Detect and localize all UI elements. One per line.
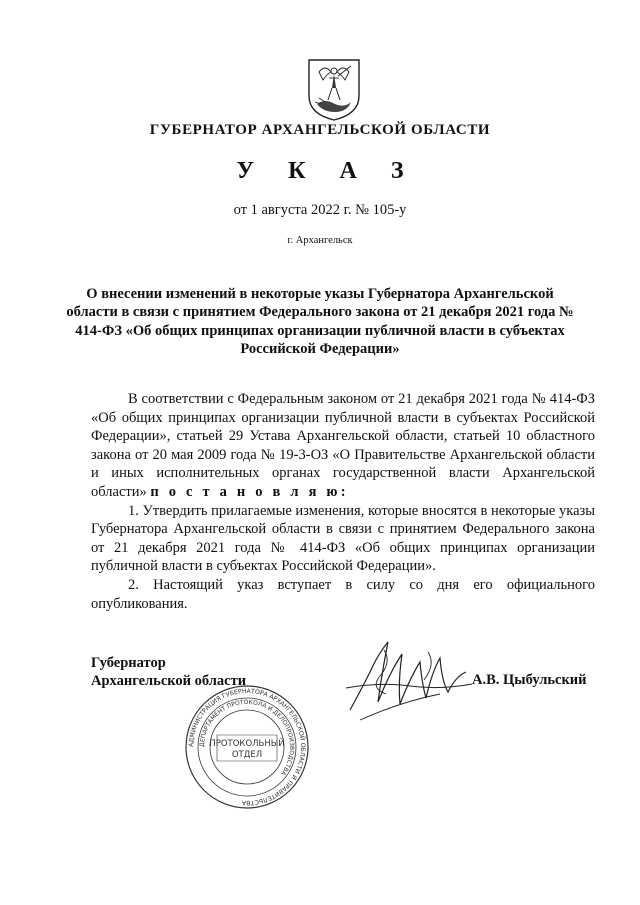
coat-of-arms-emblem: [305, 58, 363, 122]
document-subject: О внесении изменений в некоторые указы Губернатора Архангельской области в связи с принятием Федерального закона от 21 декабря 2021 года № 414-ФЗ «Об общих принципах организации публичной власти в субъектах Российской Федерации»: [66, 286, 574, 357]
signatory-title-line-1: Губернатор: [91, 655, 166, 671]
decree-punctuation: :: [340, 483, 346, 500]
document-type: У К А З: [236, 158, 418, 184]
stamp-outer-text: АДМИНИСТРАЦИЯ ГУБЕРНАТОРА АРХАНГЕЛЬСКОЙ ОБЛАСТИ И ПРАВИТЕЛЬСТВА: [187, 687, 307, 807]
handwritten-signature: [340, 632, 480, 727]
body-intro-paragraph: [91, 390, 595, 502]
document-date-number: от 1 августа 2022 г. № 105-у: [233, 202, 407, 218]
document-body: [91, 390, 595, 613]
official-stamp: [183, 683, 311, 811]
signatory-title-line-2: Архангельской области: [91, 673, 247, 689]
stamp-center-line-1: ПРОТОКОЛЬНЫЙ: [209, 739, 285, 749]
stamp-center-line-2: ОТДЕЛ: [231, 750, 263, 760]
stamp-inner-text: ДЕПАРТАМЕНТ ПРОТОКОЛА И ДЕЛОПРОИЗВОДСТВА: [198, 698, 296, 777]
document-city: г. Архангельск: [287, 235, 353, 246]
body-intro-text: В соответствии с Федеральным законом от 21 декабря 2021 года № 414-ФЗ «Об общих принципах организации публичной власти в субъектах Российской Федерации», статьей 29 Устава Архангельской области, статьей 10 областного закона от 20 мая 2009 года № 19-3-ОЗ «О Правительстве Архангельской области и иных исполнительных органах государственной власти Архангельской области»: [91, 391, 595, 500]
body-item-2: 2. Настоящий указ вступает в силу со дня его официального опубликования.: [91, 576, 595, 612]
body-item-1: 1. Утвердить прилагаемые изменения, которые вносятся в некоторые указы Губернатора Архангельской области в связи с принятием Федерального закона от 21 декабря 2021 года № 414-ФЗ «Об общих принципах организации публичной власти в субъектах Российской Федерации».: [91, 502, 595, 575]
decree-word: п о с т а н о в л я ю: [150, 483, 341, 500]
signatory-name: А.В. Цыбульский: [472, 672, 587, 688]
issuer-title: ГУБЕРНАТОР АРХАНГЕЛЬСКОЙ ОБЛАСТИ: [149, 122, 491, 138]
